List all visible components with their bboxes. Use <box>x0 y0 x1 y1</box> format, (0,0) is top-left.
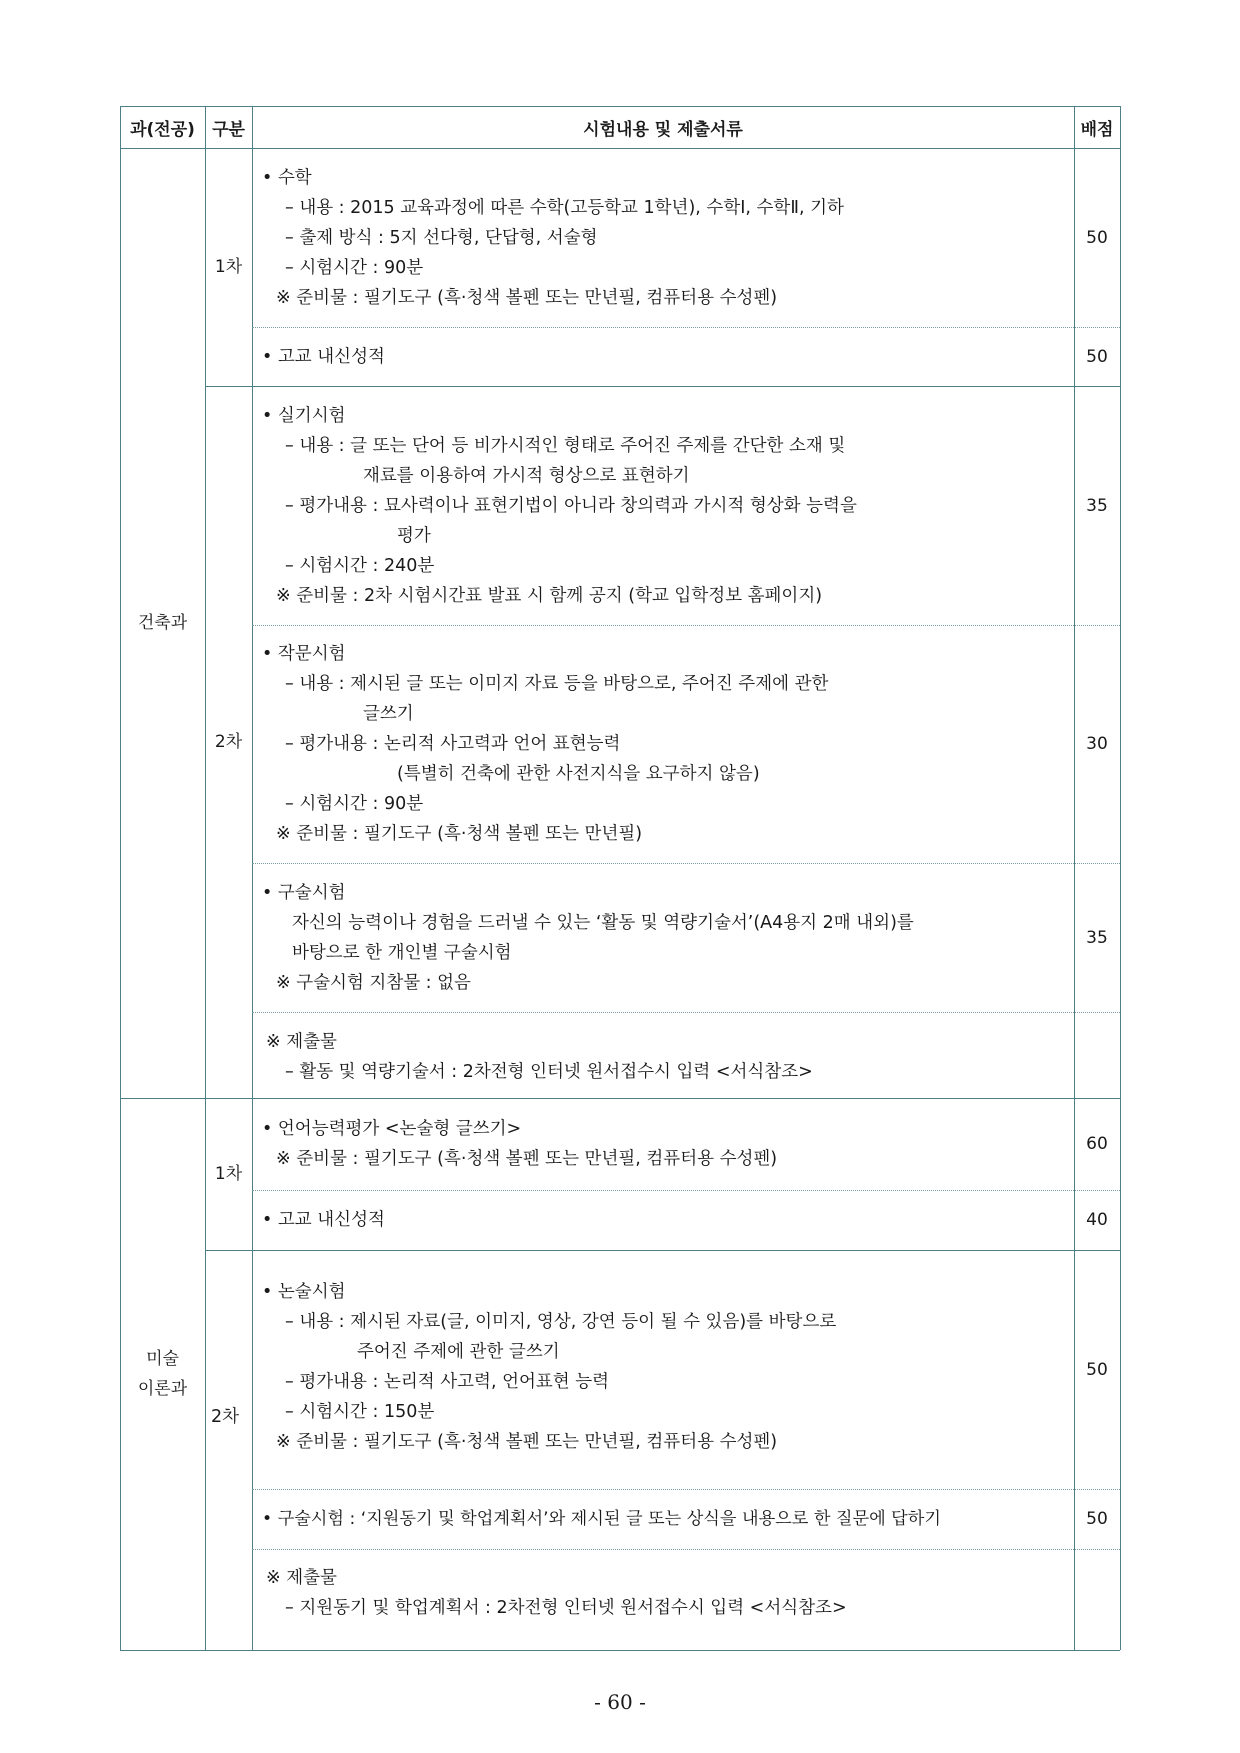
essay-line: 주어진 주제에 관한 글쓰기 <box>357 1342 560 1362</box>
table-right-border <box>1120 106 1121 1650</box>
math-line: – 내용 : 2015 교육과정에 따른 수학(고등학교 1학년), 수학Ⅰ, 수학Ⅱ, 기하 <box>285 198 844 218</box>
language-score: 60 <box>1086 1134 1108 1154</box>
essay-line: 글쓰기 <box>363 704 414 724</box>
header-content: 시험내용 및 제출서류 <box>583 119 743 140</box>
math-score: 50 <box>1086 227 1108 248</box>
exam-table <box>120 106 1120 1650</box>
dotted-divider <box>252 1190 1120 1191</box>
practical-line: – 평가내용 : 묘사력이나 표현기법이 아니라 창의력과 가시적 형상화 능력을 <box>285 496 857 516</box>
math-line: ※ 준비물 : 필기도구 (흑·청색 볼펜 또는 만년필, 컴퓨터용 수성펜) <box>276 288 778 308</box>
essay-score: 30 <box>1086 734 1108 754</box>
table-bottom-border <box>120 1650 1120 1651</box>
essay-line: ※ 준비물 : 필기도구 (흑·청색 볼펜 또는 만년필, 컴퓨터용 수성펜) <box>276 1432 778 1452</box>
essay-line: – 평가내용 : 논리적 사고력과 언어 표현능력 <box>285 734 621 754</box>
gpa-title: • 고교 내신성적 <box>262 347 385 367</box>
dept-art-theory <box>120 1098 205 1650</box>
header-score: 배점 <box>1080 119 1114 140</box>
practical-score: 35 <box>1086 495 1108 516</box>
oral-title: • 구술시험 : ‘지원동기 및 학업계획서’와 제시된 글 또는 상식을 내용으로 한 질문에 답하기 <box>262 1509 941 1529</box>
essay-line: – 내용 : 제시된 글 또는 이미지 자료 등을 바탕으로, 주어진 주제에 관한 <box>285 674 829 694</box>
oral-line: 바탕으로 한 개인별 구술시험 <box>292 943 512 963</box>
page-number: - 60 - <box>594 1690 646 1714</box>
dotted-divider <box>252 1549 1120 1550</box>
math-line: – 시험시간 : 90분 <box>285 258 424 278</box>
practical-title: • 실기시험 <box>262 406 346 426</box>
oral-line: ※ 구술시험 지참물 : 없음 <box>276 973 471 993</box>
submission-title: ※ 제출물 <box>266 1032 337 1052</box>
gpa-score: 50 <box>1086 346 1108 367</box>
essay-line: – 시험시간 : 150분 <box>285 1402 435 1422</box>
essay-line: – 내용 : 제시된 자료(글, 이미지, 영상, 강연 등이 될 수 있음)를 바탕으로 <box>285 1312 837 1332</box>
gpa-title: • 고교 내신성적 <box>262 1210 385 1230</box>
stage-2: 2차 <box>211 1407 240 1427</box>
dotted-divider <box>252 1489 1120 1490</box>
gpa-score: 40 <box>1086 1210 1108 1230</box>
practical-line: ※ 준비물 : 2차 시험시간표 발표 시 함께 공지 (학교 입학정보 홈페이지) <box>276 586 823 606</box>
header-bottom-border <box>120 148 1120 149</box>
stage-1: 1차 <box>214 1164 243 1184</box>
submission-line: – 활동 및 역량기술서 : 2차전형 인터넷 원서접수시 입력 <서식참조> <box>285 1062 813 1082</box>
practical-line: 재료를 이용하여 가시적 형상으로 표현하기 <box>363 466 690 486</box>
oral-score: 50 <box>1086 1509 1108 1529</box>
essay-line: ※ 준비물 : 필기도구 (흑·청색 볼펜 또는 만년필) <box>276 824 643 844</box>
dept-art-theory-line: 이론과 <box>137 1379 188 1399</box>
essay-line: (특별히 건축에 관한 사전지식을 요구하지 않음) <box>397 764 760 784</box>
essay-title: • 작문시험 <box>262 644 346 664</box>
header-dept: 과(전공) <box>130 119 195 140</box>
oral-score: 35 <box>1086 927 1108 948</box>
stage-2: 2차 <box>214 732 243 752</box>
section-divider <box>120 1098 1120 1099</box>
essay-line: – 평가내용 : 논리적 사고력, 언어표현 능력 <box>285 1372 610 1392</box>
practical-line: – 시험시간 : 240분 <box>285 556 435 576</box>
dotted-divider <box>252 327 1120 328</box>
language-line: ※ 준비물 : 필기도구 (흑·청색 볼펜 또는 만년필, 컴퓨터용 수성펜) <box>276 1149 778 1169</box>
oral-line: 자신의 능력이나 경험을 드러낼 수 있는 ‘활동 및 역량기술서’(A4용지 2매 내외)를 <box>292 913 914 933</box>
arch-stage-divider <box>205 386 1120 387</box>
header-stage: 구분 <box>212 119 245 140</box>
practical-line: 평가 <box>397 526 431 546</box>
submission-line: – 지원동기 및 학업계획서 : 2차전형 인터넷 원서접수시 입력 <서식참조> <box>285 1598 847 1618</box>
essay-line: – 시험시간 : 90분 <box>285 794 424 814</box>
oral-title: • 구술시험 <box>262 883 346 903</box>
dotted-divider <box>252 625 1120 626</box>
art-stage-divider <box>205 1250 1120 1251</box>
essay-score: 50 <box>1086 1359 1108 1380</box>
math-line: – 출제 방식 : 5지 선다형, 단답형, 서술형 <box>285 228 598 248</box>
math-title: • 수학 <box>262 168 312 188</box>
practical-line: – 내용 : 글 또는 단어 등 비가시적인 형태로 주어진 주제를 간단한 소재 및 <box>285 436 846 456</box>
essay-title: • 논술시험 <box>262 1282 346 1302</box>
dept-architecture: 건축과 <box>137 613 188 633</box>
dotted-divider <box>252 863 1120 864</box>
dotted-divider <box>252 1012 1120 1013</box>
submission-title: ※ 제출물 <box>266 1568 337 1588</box>
col-divider-2 <box>252 106 253 1650</box>
dept-art-theory-line: 미술 <box>146 1349 179 1369</box>
stage-1: 1차 <box>214 257 243 277</box>
language-title: • 언어능력평가 <논술형 글쓰기> <box>262 1119 522 1139</box>
